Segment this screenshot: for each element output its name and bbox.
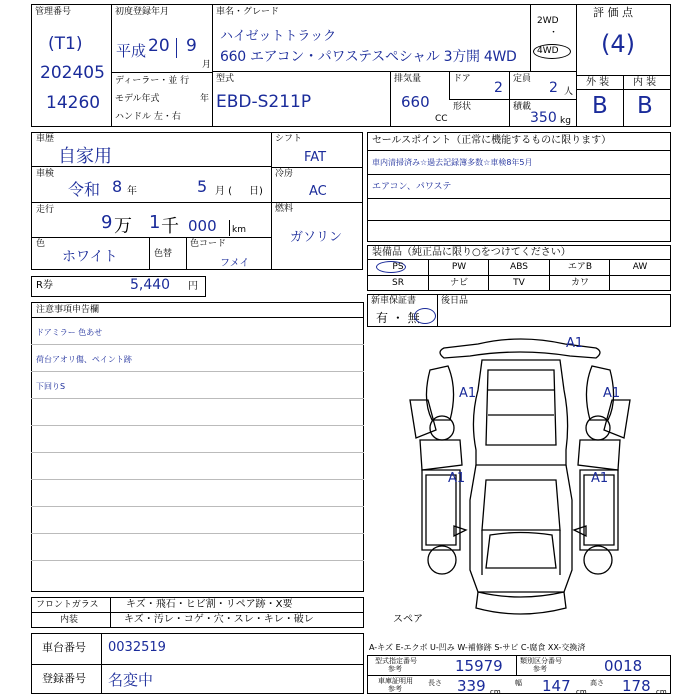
interior-label: 内装 xyxy=(60,615,79,625)
equip-navi: ナビ xyxy=(449,278,468,288)
damage-mark-left-rear: A1 xyxy=(459,386,477,401)
inspection-day-unit: 日) xyxy=(249,186,263,197)
cert-wid-unit: cm xyxy=(576,688,587,696)
warranty-label: 新車保証書 xyxy=(371,296,417,306)
front-glass-label: フロントガラス xyxy=(36,600,99,610)
color-label: 色 xyxy=(36,239,46,249)
equip-sr: SR xyxy=(392,278,404,288)
load-value: 350 xyxy=(530,110,557,126)
notes-box xyxy=(31,302,364,592)
regdate-box xyxy=(111,4,213,127)
equipment-label: 装備品（純正品に限り○をつけてください） xyxy=(372,247,571,258)
cert-len: 339 xyxy=(457,677,486,695)
history-label: 車歴 xyxy=(36,134,55,144)
capacity-value: 2 xyxy=(549,80,558,96)
sales-line1: 車内清掃済み☆過去記録簿多数☆車検8年5月 xyxy=(372,158,533,167)
damage-mark-left-side: A1 xyxy=(448,471,466,486)
note-item-1: ドアミラー 色あせ xyxy=(36,328,103,337)
load-unit: kg xyxy=(560,116,571,126)
fuel-value: ガソリン xyxy=(290,230,343,245)
cert-len-unit: cm xyxy=(490,688,501,696)
shift-label: シフト xyxy=(275,134,303,144)
sales-line2: エアコン、パワステ xyxy=(372,182,452,192)
damage-mark-right-side: A1 xyxy=(591,471,609,486)
color-code-label: 色コード xyxy=(190,239,227,249)
damage-mark-right-rear: A1 xyxy=(603,386,621,401)
class-no-value: 0018 xyxy=(604,657,643,675)
load-label: 積載 xyxy=(513,102,532,112)
regdate-era: 平成 xyxy=(116,42,147,60)
doors-value: 2 xyxy=(494,80,503,96)
model-year-unit: 年 xyxy=(200,94,210,104)
cert-wid-label: 幅 xyxy=(515,679,522,687)
equip-tv: TV xyxy=(513,278,525,288)
type-no-ref: 参考 xyxy=(388,665,402,673)
inspection-year: 8 xyxy=(112,177,123,196)
drive-dot: ・ xyxy=(549,28,559,38)
mileage-man-unit: 万 xyxy=(114,216,132,237)
dealer-label: ディーラー・並 行 xyxy=(115,76,190,86)
model-label: 型式 xyxy=(216,74,235,84)
type-no-label: 型式指定番号 xyxy=(375,657,417,665)
drive-4wd: 4WD xyxy=(537,46,559,56)
score-int: B xyxy=(637,93,653,119)
damage-mark-rear: A1 xyxy=(566,336,584,351)
inspection-month-unit: 月 ( xyxy=(215,186,233,197)
chassis-label: 車台番号 xyxy=(42,641,86,654)
class-no-label: 類別区分番号 xyxy=(520,657,562,665)
score-ext-label: 外 装 xyxy=(586,77,610,88)
recycle-label: R券 xyxy=(36,280,53,291)
cert-len-label: 長さ xyxy=(428,679,442,687)
score-label: 評 価 点 xyxy=(593,6,633,19)
recycle-box xyxy=(31,276,206,297)
history-value: 自家用 xyxy=(58,146,112,167)
chassis-value: 0032519 xyxy=(108,640,166,655)
color-value: ホワイト xyxy=(62,249,118,265)
cert-wid: 147 xyxy=(542,677,571,695)
type-no-value: 15979 xyxy=(455,657,503,675)
car-diagram xyxy=(370,330,670,632)
score-ext: B xyxy=(592,93,608,119)
equip-abs: ABS xyxy=(510,262,528,272)
model-value: EBD-S211P xyxy=(216,92,312,112)
equip-pw: PW xyxy=(451,262,467,272)
cert-label: 車庫証明用 xyxy=(378,677,413,685)
cert-hei-label: 高さ xyxy=(590,679,604,687)
mgmt-line1: (T1) xyxy=(48,34,83,54)
note-item-3: 下回りS xyxy=(36,382,66,391)
inspection-era: 令和 xyxy=(68,180,101,199)
engine-value: 660 xyxy=(401,93,430,111)
recycle-value: 5,440 xyxy=(130,277,171,293)
aircon-value: AC xyxy=(309,184,327,199)
front-glass-value: キズ・飛石・ヒビ割・リペア跡・X要 xyxy=(126,599,293,610)
plate-label: 登録番号 xyxy=(42,672,86,685)
doors-label: ドア xyxy=(453,74,471,84)
score-int-label: 内 装 xyxy=(633,77,657,88)
warranty-value: 有 ・ 無 xyxy=(376,311,420,325)
handle-label: ハンドル 左・右 xyxy=(115,112,181,122)
aircon-label: 冷房 xyxy=(275,169,294,179)
equip-airbag: エアB xyxy=(567,262,593,272)
warranty-circle xyxy=(414,308,436,324)
engine-label: 排気量 xyxy=(394,74,422,84)
mgmt-line3: 14260 xyxy=(46,93,101,113)
interior-value: キズ・汚レ・コゲ・穴・スレ・キレ・破レ xyxy=(124,614,314,625)
damage-legend: A-キズ E-エクボ U-凹み W-補修跡 S-サビ C-腐食 XX-交換済 xyxy=(369,643,586,652)
color-code: フメイ xyxy=(220,258,250,269)
cert-hei: 178 xyxy=(622,677,651,695)
spare-label: スペア xyxy=(393,614,423,625)
shape-label: 形状 xyxy=(453,102,472,112)
inspection-label: 車検 xyxy=(36,169,55,179)
recycle-unit: 円 xyxy=(188,281,198,292)
mgmt-line2: 202405 xyxy=(40,63,105,83)
inspection-month: 5 xyxy=(197,177,208,196)
mileage-sen: 1 xyxy=(149,212,161,233)
equip-ps: PS xyxy=(392,262,404,272)
mileage-unit: km xyxy=(232,225,246,235)
regdate-year: 20 xyxy=(148,36,170,56)
drive-2wd: 2WD xyxy=(537,16,559,26)
delivery-label: 後日品 xyxy=(441,296,469,306)
color-change-label: 色替 xyxy=(154,249,173,259)
mileage-sen-unit: 千 xyxy=(161,216,179,237)
notes-label: 注意事項申告欄 xyxy=(36,305,100,315)
mgmt-label: 管理番号 xyxy=(35,7,72,17)
regdate-month-unit: 月 xyxy=(202,60,212,70)
mileage-rest: 000 xyxy=(188,217,217,235)
inspection-year-unit: 年 xyxy=(127,186,137,197)
class-no-ref: 参考 xyxy=(533,665,547,673)
shift-value: FAT xyxy=(304,150,327,165)
regdate-month: 9 xyxy=(186,36,197,56)
carname-line1: ハイゼットトラック xyxy=(220,29,337,44)
cert-hei-unit: cm xyxy=(656,688,667,696)
capacity-unit: 人 xyxy=(564,87,574,97)
sales-label: セールスポイント（正常に機能するものに限ります） xyxy=(372,135,612,146)
capacity-label: 定員 xyxy=(513,74,532,84)
regdate-label: 初度登録年月 xyxy=(115,7,170,17)
equip-aw: AW xyxy=(632,262,648,272)
carname-label: 車名・グレード xyxy=(216,7,280,17)
model-year-label: モデル年式 xyxy=(115,94,160,104)
carname-line2: 660 エアコン・パワステスペシャル 3方開 4WD xyxy=(220,49,517,65)
equip-leather: カワ xyxy=(570,278,589,288)
plate-value: 名変中 xyxy=(108,671,154,689)
engine-unit: CC xyxy=(435,114,448,124)
fuel-label: 燃料 xyxy=(275,204,294,214)
score-value: (4) xyxy=(601,30,635,58)
note-item-2: 荷台アオリ傷、ペイント跡 xyxy=(36,355,132,364)
mileage-man: 9 xyxy=(101,212,113,233)
mileage-label: 走行 xyxy=(36,205,55,215)
cert-ref: 参考 xyxy=(388,685,402,693)
